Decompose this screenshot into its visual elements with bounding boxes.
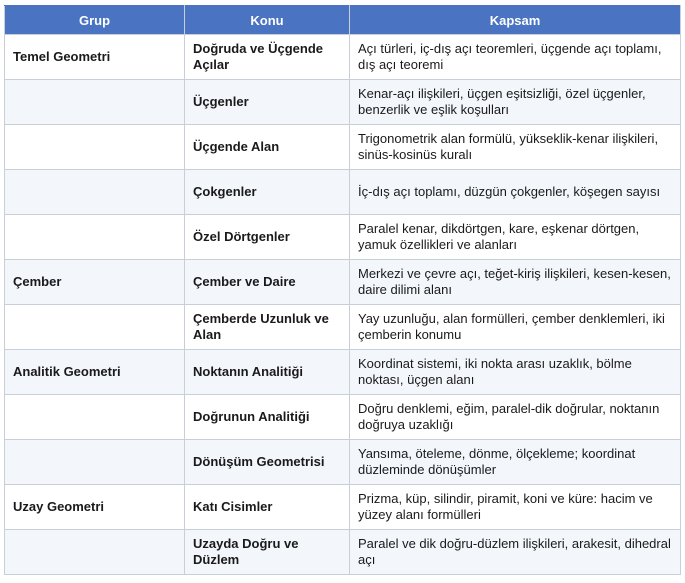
table-row: [5, 215, 681, 260]
topics-table: [4, 5, 681, 575]
cell-grup: [5, 395, 185, 440]
table-row: [5, 35, 681, 80]
cell-konu: Uzayda Doğru ve Düzlem: [185, 530, 350, 575]
column-header-kapsam: Kapsam: [350, 6, 681, 35]
cell-kapsam: Paralel kenar, dikdörtgen, kare, eşkenar dörtgen, yamuk özellikleri ve alanları: [350, 215, 681, 260]
header-row: [5, 6, 681, 35]
cell-konu: Çokgenler: [185, 170, 350, 215]
cell-kapsam: Koordinat sistemi, iki nokta arası uzaklık, bölme noktası, üçgen alanı: [350, 350, 681, 395]
cell-konu: Üçgenler: [185, 80, 350, 125]
cell-grup: Çember: [5, 260, 185, 305]
cell-grup: [5, 530, 185, 575]
table-row: [5, 485, 681, 530]
table-body: [5, 35, 681, 575]
column-header-grup: Grup: [5, 6, 185, 35]
cell-grup: [5, 305, 185, 350]
table-row: [5, 305, 681, 350]
table-row: [5, 260, 681, 305]
cell-konu: Doğruda ve Üçgende Açılar: [185, 35, 350, 80]
cell-grup: Temel Geometri: [5, 35, 185, 80]
table-row: [5, 350, 681, 395]
table-row: [5, 80, 681, 125]
cell-konu: Özel Dörtgenler: [185, 215, 350, 260]
cell-konu: Üçgende Alan: [185, 125, 350, 170]
cell-kapsam: Paralel ve dik doğru-düzlem ilişkileri, arakesit, dihedral açı: [350, 530, 681, 575]
cell-grup: Analitik Geometri: [5, 350, 185, 395]
table-header: [5, 6, 681, 35]
cell-kapsam: Yay uzunluğu, alan formülleri, çember denklemleri, iki çemberin konumu: [350, 305, 681, 350]
cell-konu: Noktanın Analitiği: [185, 350, 350, 395]
table-row: [5, 170, 681, 215]
cell-kapsam: Yansıma, öteleme, dönme, ölçekleme; koordinat düzleminde dönüşümler: [350, 440, 681, 485]
table-row: [5, 440, 681, 485]
cell-konu: Dönüşüm Geometrisi: [185, 440, 350, 485]
cell-konu: Çemberde Uzunluk ve Alan: [185, 305, 350, 350]
cell-grup: [5, 80, 185, 125]
column-header-konu: Konu: [185, 6, 350, 35]
cell-konu: Doğrunun Analitiği: [185, 395, 350, 440]
cell-kapsam: Prizma, küp, silindir, piramit, koni ve küre: hacim ve yüzey alanı formülleri: [350, 485, 681, 530]
topics-table-container: [4, 5, 680, 575]
cell-grup: Uzay Geometri: [5, 485, 185, 530]
cell-kapsam: Açı türleri, iç-dış açı teoremleri, üçgende açı toplamı, dış açı teoremi: [350, 35, 681, 80]
cell-konu: Katı Cisimler: [185, 485, 350, 530]
cell-kapsam: Kenar-açı ilişkileri, üçgen eşitsizliği, özel üçgenler, benzerlik ve eşlik koşulları: [350, 80, 681, 125]
cell-grup: [5, 125, 185, 170]
cell-kapsam: Trigonometrik alan formülü, yükseklik-kenar ilişkileri, sinüs-kosinüs kuralı: [350, 125, 681, 170]
table-row: [5, 530, 681, 575]
cell-grup: [5, 170, 185, 215]
cell-kapsam: Merkezi ve çevre açı, teğet-kiriş ilişkileri, kesen-kesen, daire dilimi alanı: [350, 260, 681, 305]
cell-kapsam: Doğru denklemi, eğim, paralel-dik doğrular, noktanın doğruya uzaklığı: [350, 395, 681, 440]
table-row: [5, 395, 681, 440]
table-row: [5, 125, 681, 170]
cell-konu: Çember ve Daire: [185, 260, 350, 305]
cell-grup: [5, 215, 185, 260]
cell-kapsam: İç-dış açı toplamı, düzgün çokgenler, köşegen sayısı: [350, 170, 681, 215]
cell-grup: [5, 440, 185, 485]
